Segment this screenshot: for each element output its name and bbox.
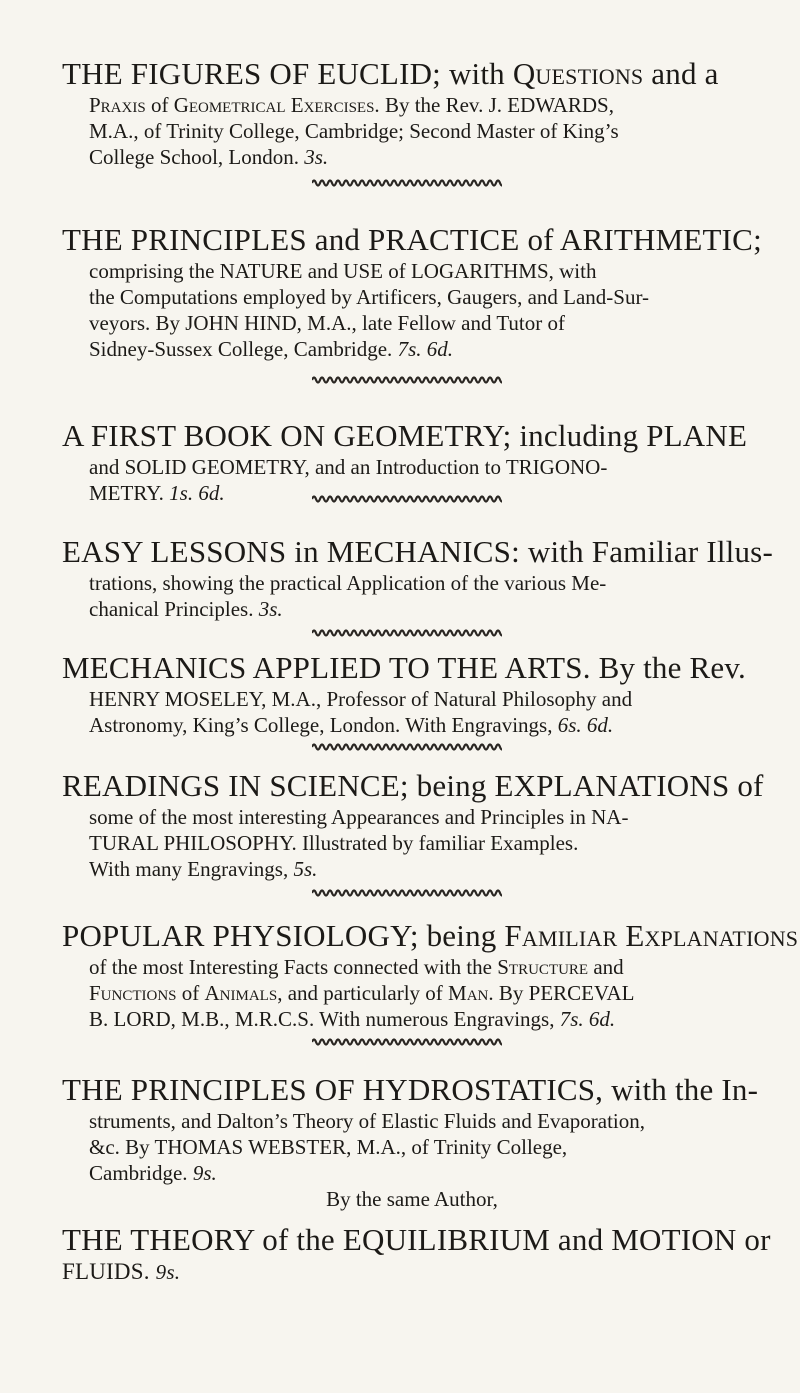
price: 9s. [155,1260,181,1284]
ornamental-rule [312,1037,502,1047]
book-entry [62,418,762,506]
price: 3s. [258,597,283,621]
description-line: Cambridge. 9s. [89,1161,217,1185]
book-title-line: THE THEORY of the EQUILIBRIUM and MOTION or [62,1222,771,1257]
description-line: Praxis of Geometrical Exercises. By the Rev. J. EDWARDS, [89,93,614,117]
description-line: M.A., of Trinity College, Cambridge; Second Master of King’s [89,119,619,143]
book-title-line: THE PRINCIPLES OF HYDROSTATICS, with the In- [62,1072,759,1107]
price: 6s. 6d. [557,713,614,737]
book-title-line: EASY LESSONS in MECHANICS: with Familiar Illus- [62,534,773,569]
description-line: College School, London. 3s. [89,145,329,169]
book-entry [62,650,762,738]
book-title-line: MECHANICS APPLIED TO THE ARTS. By the Rev. [62,650,747,685]
description-line: trations, showing the practical Application of the various Me- [89,571,607,595]
book-title-line: A FIRST BOOK ON GEOMETRY; including PLANE [62,418,748,453]
description-line: HENRY MOSELEY, M.A., Professor of Natural Philosophy and [89,687,633,711]
book-title-line: FLUIDS. 9s. [62,1259,181,1284]
book-entry [62,1072,762,1212]
description-line: veyors. By JOHN HIND, M.A., late Fellow and Tutor of [89,311,565,335]
book-title-line: THE PRINCIPLES and PRACTICE of ARITHMETIC; [62,222,762,257]
book-title-line: READINGS IN SCIENCE; being EXPLANATIONS of [62,768,764,803]
book-entry [62,1222,771,1286]
description-line: &c. By THOMAS WEBSTER, M.A., of Trinity College, [89,1135,568,1159]
description-line: some of the most interesting Appearances and Principles in NA- [89,805,629,829]
description-line: chanical Principles. 3s. [89,597,283,621]
book-entry [62,768,762,882]
description-line: With many Engravings, 5s. [89,857,318,881]
book-entry [62,222,762,362]
description-line: METRY. 1s. 6d. [89,481,225,505]
description-line: Sidney-Sussex College, Cambridge. 7s. 6d. [89,337,453,361]
description-line: TURAL PHILOSOPHY. Illustrated by familiar Examples. [89,831,579,855]
description-line: and SOLID GEOMETRY, and an Introduction to TRIGONO- [89,455,608,479]
same-author-note: By the same Author, [326,1187,498,1211]
price: 3s. [304,145,329,169]
description-line: struments, and Dalton’s Theory of Elastic Fluids and Evaporation, [89,1109,646,1133]
description-line: Functions of Animals, and particularly of Man. By PERCEVAL [89,981,635,1005]
ornamental-rule [312,178,502,188]
ornamental-rule [312,742,502,752]
description-line: of the most Interesting Facts connected with the Structure and [89,955,624,979]
description-line: comprising the NATURE and USE of LOGARITHMS, with [89,259,597,283]
ornamental-rule [312,494,502,504]
book-title-line: THE FIGURES OF EUCLID; with Questions and a [62,56,719,91]
description-line: B. LORD, M.B., M.R.C.S. With numerous Engravings, 7s. 6d. [89,1007,616,1031]
book-title-line: POPULAR PHYSIOLOGY; being Familiar Explanations [62,918,799,953]
book-entry [62,534,773,622]
price: 9s. [192,1161,217,1185]
price: 7s. 6d. [397,337,453,361]
ornamental-rule [312,888,502,898]
book-entry [62,56,762,170]
ornamental-rule [312,375,502,385]
description-line: Astronomy, King’s College, London. With Engravings, 6s. 6d. [89,713,614,737]
ornamental-rule [312,628,502,638]
price: 7s. 6d. [559,1007,616,1031]
price: 1s. 6d. [169,481,225,505]
book-entry [62,918,799,1032]
price: 5s. [293,857,318,881]
description-line: the Computations employed by Artificers, Gaugers, and Land-Sur- [89,285,650,309]
